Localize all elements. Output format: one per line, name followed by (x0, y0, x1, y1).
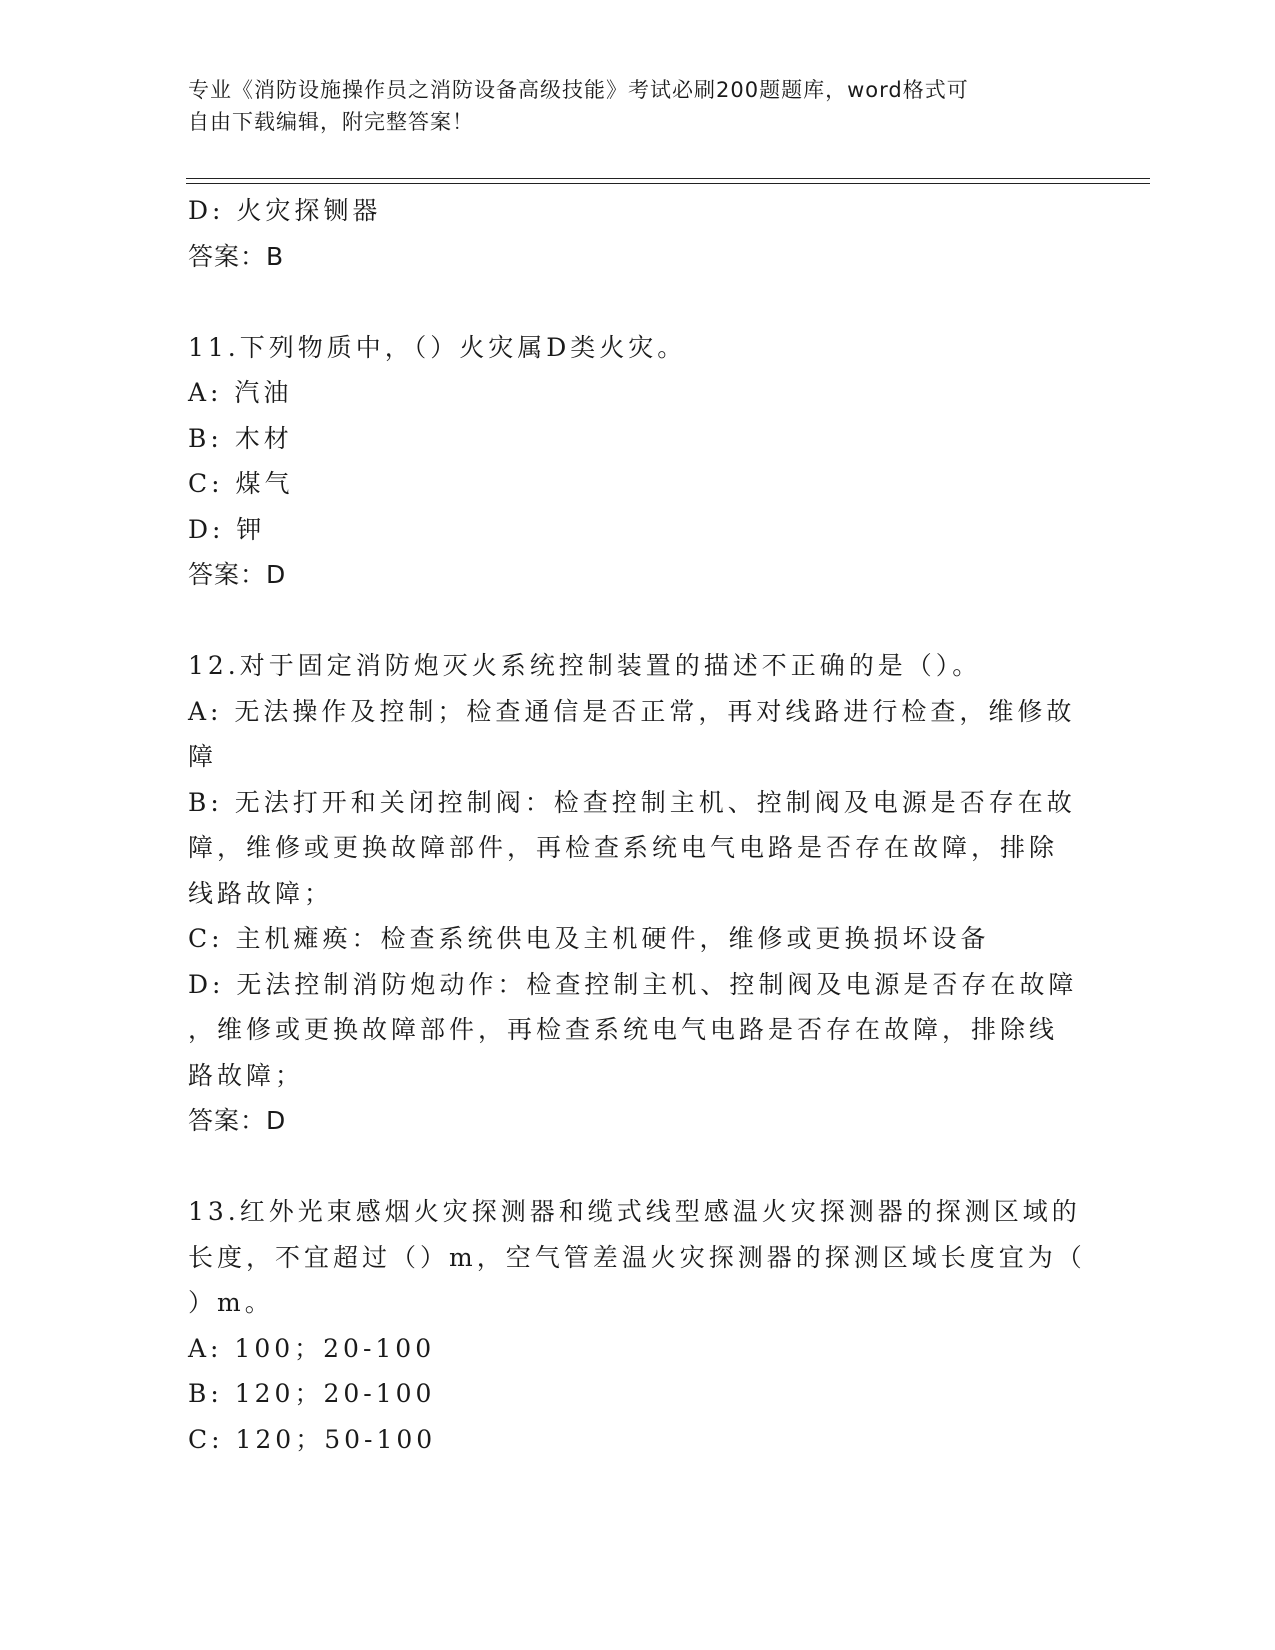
option-b: B: 木材 (188, 423, 293, 453)
option-c: C: 煤气 (188, 469, 294, 498)
option-a: A: 汽油 (188, 378, 293, 407)
prev-answer: 答案：B (188, 241, 285, 271)
question-content (188, 188, 1088, 1462)
page-header (188, 74, 1088, 138)
option-c: C: 120；50-100 (188, 1424, 437, 1454)
answer: 答案：D (188, 560, 287, 589)
question-text-line-2: 长度，不宜超过（）m，空气管差温火灾探测器的探测区域长度宜为（ (188, 1242, 1086, 1272)
option-a-line-1: A: 无法操作及控制；检查通信是否正常，再对线路进行检查，维修故 (188, 696, 1076, 726)
prev-option-d: D: 火灾探铡器 (188, 196, 382, 225)
option-b: B: 120；20-100 (188, 1379, 436, 1408)
option-b-line-3: 线路故障； (188, 878, 334, 908)
question-12 (188, 643, 1088, 1144)
question-text-line-3: ）m。 (188, 1288, 274, 1317)
option-d-line-3: 路故障； (188, 1060, 305, 1090)
option-a: A: 100；20-100 (188, 1333, 436, 1363)
spacer (188, 1144, 1088, 1190)
option-a-line-2: 障 (188, 742, 218, 771)
option-d-line-1: D: 无法控制消防炮动作：检查控制主机、控制阀及电源是否存在故障 (188, 969, 1078, 999)
option-d: D: 钾 (188, 514, 266, 544)
question-text-line-1: 13.红外光束感烟火灾探测器和缆式线型感温火灾探测器的探测区域的 (188, 1197, 1081, 1226)
question-text: 12.对于固定消防炮灭火系统控制装置的描述不正确的是（）。 (188, 651, 982, 680)
header-line-2: 自由下载编辑，附完整答案！ (188, 110, 474, 134)
header-divider-bottom (186, 183, 1150, 184)
spacer (188, 279, 1088, 325)
question-13 (188, 1189, 1088, 1462)
answer: 答案：D (188, 1106, 287, 1135)
option-d-line-2: ，维修或更换故障部件，再检查系统电气电路是否存在故障，排除线 (188, 1015, 1059, 1044)
header-line-1: 专业《消防设施操作员之消防设备高级技能》考试必刷200题题库，word格式可 (188, 78, 969, 102)
spacer (188, 598, 1088, 644)
option-b-line-2: 障，维修或更换故障部件，再检查系统电气电路是否存在故障，排除 (188, 833, 1059, 862)
option-b-line-1: B: 无法打开和关闭控制阀：检查控制主机、控制阀及电源是否存在故 (188, 787, 1076, 817)
question-text: 11.下列物质中，（）火灾属D类火灾。 (188, 332, 687, 362)
question-11 (188, 325, 1088, 598)
header-divider-top (186, 178, 1150, 179)
option-c: C: 主机瘫痪：检查系统供电及主机硬件，维修或更换损坏设备 (188, 924, 990, 953)
